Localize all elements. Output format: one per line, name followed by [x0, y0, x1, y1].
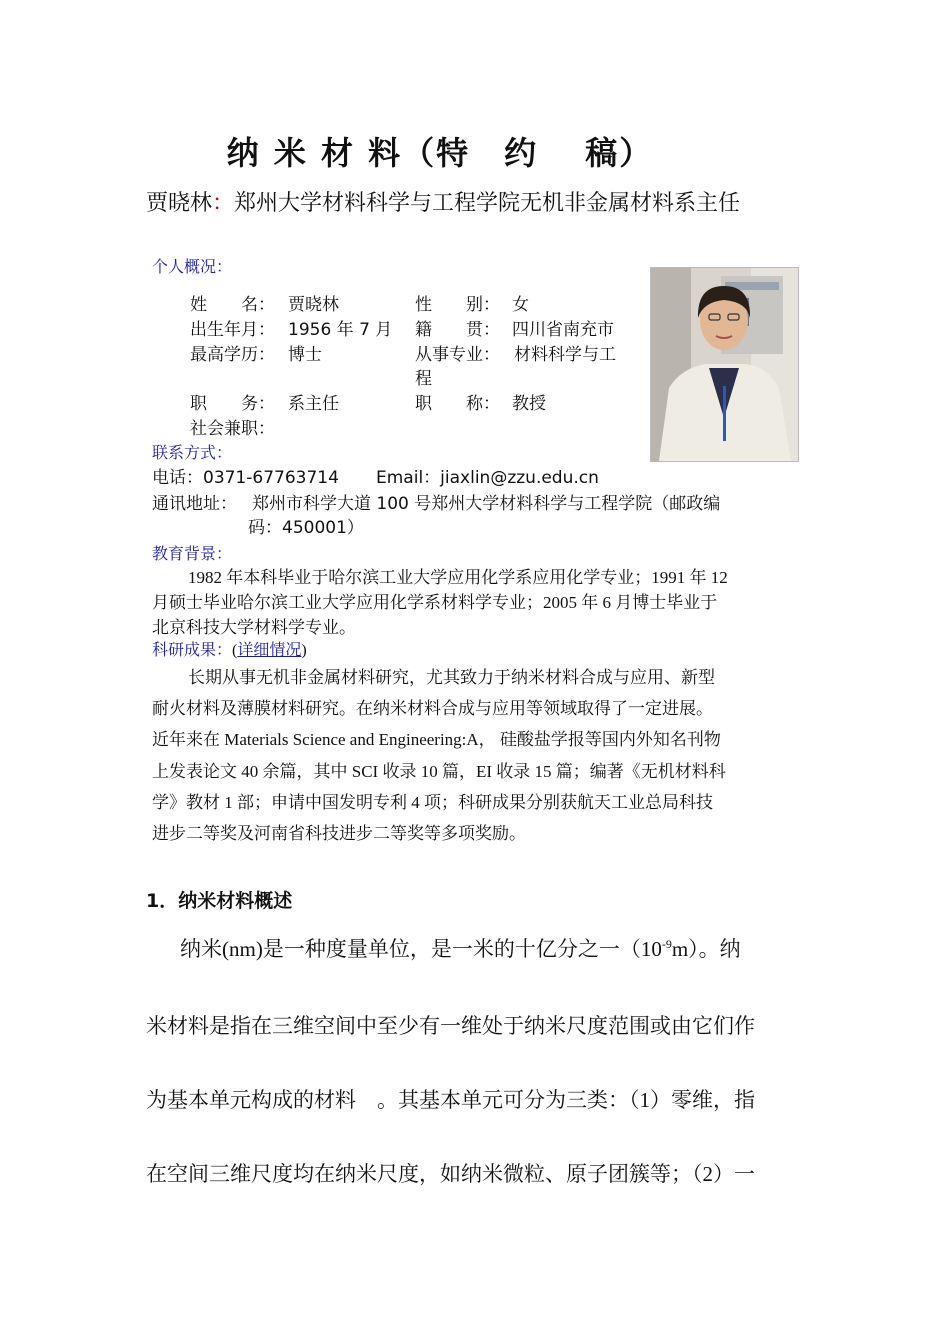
contact-heading: 联系方式： [152, 443, 233, 462]
section1-line1 [180, 933, 741, 963]
author-colon: ： [212, 191, 235, 216]
title-label: 职 称： [415, 394, 500, 414]
email-value: jiaxlin@zzu.edu.cn [440, 468, 599, 488]
section1-line3: 为基本单元构成的材料 。其基本单元可分为三类：（1）零维，指 [146, 1088, 755, 1112]
degree-label: 最高学历： [190, 345, 275, 365]
section1-heading: 1．纳米材料概述 [146, 890, 293, 912]
email-label: Email： [376, 468, 441, 488]
author-photo [650, 267, 799, 462]
author-line [146, 186, 740, 217]
research-heading-line [152, 637, 307, 660]
birth-value: 1956 年 7 月 [288, 320, 393, 340]
page-title: 纳 米 材 料（特 约 稿） [226, 134, 654, 172]
phone-label: 电话： [152, 468, 203, 488]
research-line2: 耐火材料及薄膜材料研究。在纳米材料合成与应用等领域取得了一定进展。 [152, 699, 713, 718]
research-line4: 上发表论文 40 余篇，其中 SCI 收录 10 篇，EI 收录 15 篇；编著《无机材料科 [152, 762, 726, 781]
phone-line [152, 463, 339, 488]
phone-value: 0371-67763714 [203, 468, 339, 488]
education-line3: 北京科技大学材料学专业。 [152, 618, 356, 637]
research-line5: 学》教材 1 部；申请中国发明专利 4 项；科研成果分别获航天工业总局科技 [152, 793, 713, 812]
research-heading: 科研成果： [152, 640, 233, 659]
link-open: ( [232, 642, 238, 659]
author-affiliation: 郑州大学材料科学与工程学院无机非金属材料系主任 [234, 191, 741, 216]
major-label: 从事专业： [415, 345, 500, 365]
birth-label: 出生年月： [190, 320, 275, 340]
gender-value: 女 [512, 295, 529, 315]
education-line1: 1982 年本科毕业于哈尔滨工业大学应用化学系应用化学专业；1991 年 12 [188, 568, 728, 587]
degree-value: 博士 [288, 345, 322, 365]
exponent: -9 [661, 937, 672, 951]
position-label: 职 务： [190, 394, 275, 414]
section1-line4: 在空间三维尺度均在纳米尺度，如纳米微粒、原子团簇等；（2）一 [146, 1162, 755, 1186]
address-label: 通讯地址： [152, 494, 237, 514]
social-label: 社会兼职： [190, 419, 275, 439]
link-close: ) [301, 642, 307, 659]
education-line2: 月硕士毕业哈尔滨工业大学应用化学系材料学专业；2005 年 6 月博士毕业于 [152, 593, 718, 612]
address-line1: 郑州市科学大道 100 号郑州大学材料科学与工程学院（邮政编 [252, 494, 721, 514]
portrait-image [651, 268, 798, 461]
name-label: 姓 名： [190, 295, 275, 315]
profile-heading: 个人概况： [152, 257, 233, 276]
address-line2: 码：450001） [248, 518, 364, 538]
gender-label: 性 别： [415, 295, 500, 315]
section1-line1-b: m）。纳 [671, 937, 741, 961]
section1-line1-a: 纳米(nm)是一种度量单位，是一米的十亿分之一（10 [180, 937, 662, 961]
author-name: 贾晓林 [146, 191, 213, 216]
title-value: 教授 [512, 394, 546, 414]
education-heading: 教育背景： [152, 544, 233, 563]
email-line [376, 463, 599, 488]
section1-line2: 米材料是指在三维空间中至少有一维处于纳米尺度范围或由它们作 [146, 1014, 755, 1038]
origin-label: 籍 贯： [415, 320, 500, 340]
details-link[interactable]: 详细情况 [237, 640, 302, 659]
major-value-cont: 程 [415, 369, 432, 389]
name-value: 贾晓林 [288, 295, 339, 315]
research-line6: 进步二等奖及河南省科技进步二等奖等多项奖励。 [152, 824, 526, 843]
research-line1: 长期从事无机非金属材料研究，尤其致力于纳米材料合成与应用、新型 [188, 668, 715, 687]
origin-value: 四川省南充市 [512, 320, 614, 340]
research-line3: 近年来在 Materials Science and Engineering:A， 硅酸盐学报等国内外知名刊物 [152, 730, 721, 749]
major-value: 材料科学与工 [514, 345, 616, 365]
position-value: 系主任 [288, 394, 339, 414]
